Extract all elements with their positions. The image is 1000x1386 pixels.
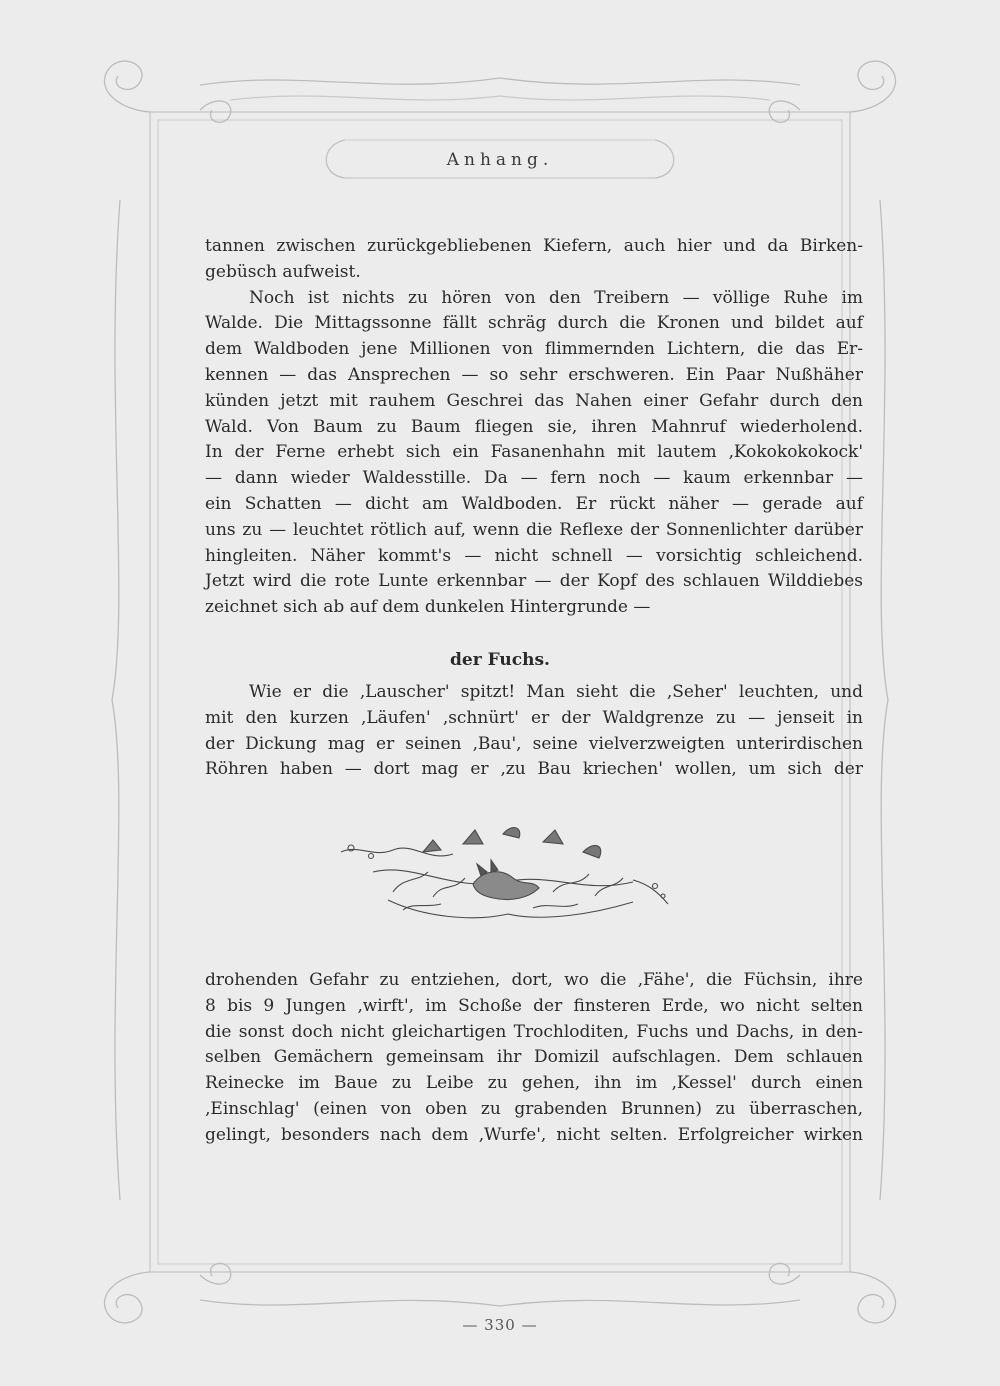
text-line: Walde. Die Mittagssonne fällt schräg durch die Kronen und bildet auf bbox=[205, 313, 863, 334]
text-line: ‚Einschlag' (einen von oben zu grabenden Brunnen) zu überraschen, bbox=[205, 1098, 863, 1119]
text-line: Jetzt wird die rote Lunte erkennbar — der Kopf des schlauen Wilddiebes bbox=[205, 571, 863, 592]
text-block-middle bbox=[205, 680, 863, 783]
text-line: gelingt, besonders nach dem ‚Wurfe', nicht selten. Erfolgreicher wirken bbox=[205, 1124, 863, 1145]
text-line: Röhren haben — dort mag er ‚zu Bau kriechen' wollen, um sich der bbox=[205, 759, 863, 780]
text-line: gebüsch aufweist. bbox=[205, 261, 361, 282]
text-block-top bbox=[205, 234, 863, 621]
fox-in-undergrowth-illustration bbox=[333, 822, 673, 932]
text-line: Reinecke im Baue zu Leibe zu gehen, ihn im ‚Kessel' durch einen bbox=[205, 1073, 863, 1094]
text-line: der Dickung mag er seinen ‚Bau', seine vielverzweigten unterirdischen bbox=[205, 733, 863, 754]
text-line: ein Schatten — dicht am Waldboden. Er rückt näher — gerade auf bbox=[205, 493, 863, 514]
running-head: Anhang. bbox=[446, 150, 554, 170]
text-line: Noch ist nichts zu hören von den Treibern — völlige Ruhe im bbox=[249, 287, 863, 308]
text-line: Wie er die ‚Lauscher' spitzt! Man sieht die ‚Seher' leuchten, und bbox=[249, 682, 863, 702]
text-block-bottom bbox=[205, 968, 863, 1149]
text-line: 8 bis 9 Jungen ‚wirft', im Schoße der finsteren Erde, wo nicht selten bbox=[205, 995, 863, 1016]
text-line: uns zu — leuchtet rötlich auf, wenn die Reflexe der Sonnenlichter darüber bbox=[205, 519, 863, 540]
text-line: In der Ferne erhebt sich ein Fasanenhahn mit lautem ‚Kokokokokock' bbox=[205, 442, 863, 463]
text-line: zeichnet sich ab auf dem dunkelen Hintergrunde — bbox=[205, 597, 651, 618]
text-line: hingleiten. Näher kommt's — nicht schnell — vorsichtig schleichend. bbox=[205, 545, 863, 566]
text-line: Wald. Von Baum zu Baum fliegen sie, ihren Mahnruf wiederholend. bbox=[205, 416, 863, 437]
text-line: selben Gemächern gemeinsam ihr Domizil aufschlagen. Dem schlauen bbox=[205, 1047, 863, 1068]
text-line: — dann wieder Waldesstille. Da — fern noch — kaum erkennbar — bbox=[205, 468, 863, 489]
text-line: drohenden Gefahr zu entziehen, dort, wo die ‚Fähe', die Füchsin, ihre bbox=[205, 970, 863, 990]
text-line: kennen — das Ansprechen — so sehr erschweren. Ein Paar Nußhäher bbox=[205, 364, 863, 385]
text-line: künden jetzt mit rauhem Geschrei das Nahen einer Gefahr durch den bbox=[205, 390, 863, 411]
text-line: dem Waldboden jene Millionen von flimmernden Lichtern, die das Er- bbox=[205, 339, 863, 360]
section-heading: der Fuchs. bbox=[450, 650, 550, 670]
text-line: mit den kurzen ‚Läufen' ‚schnürt' er der Waldgrenze zu — jenseit in bbox=[205, 707, 863, 728]
text-line: die sonst doch nicht gleichartigen Trochloditen, Fuchs und Dachs, in den- bbox=[205, 1021, 863, 1042]
text-line: tannen zwischen zurückgebliebenen Kiefern, auch hier und da Birken- bbox=[205, 236, 863, 256]
page-number: — 330 — bbox=[462, 1316, 538, 1334]
